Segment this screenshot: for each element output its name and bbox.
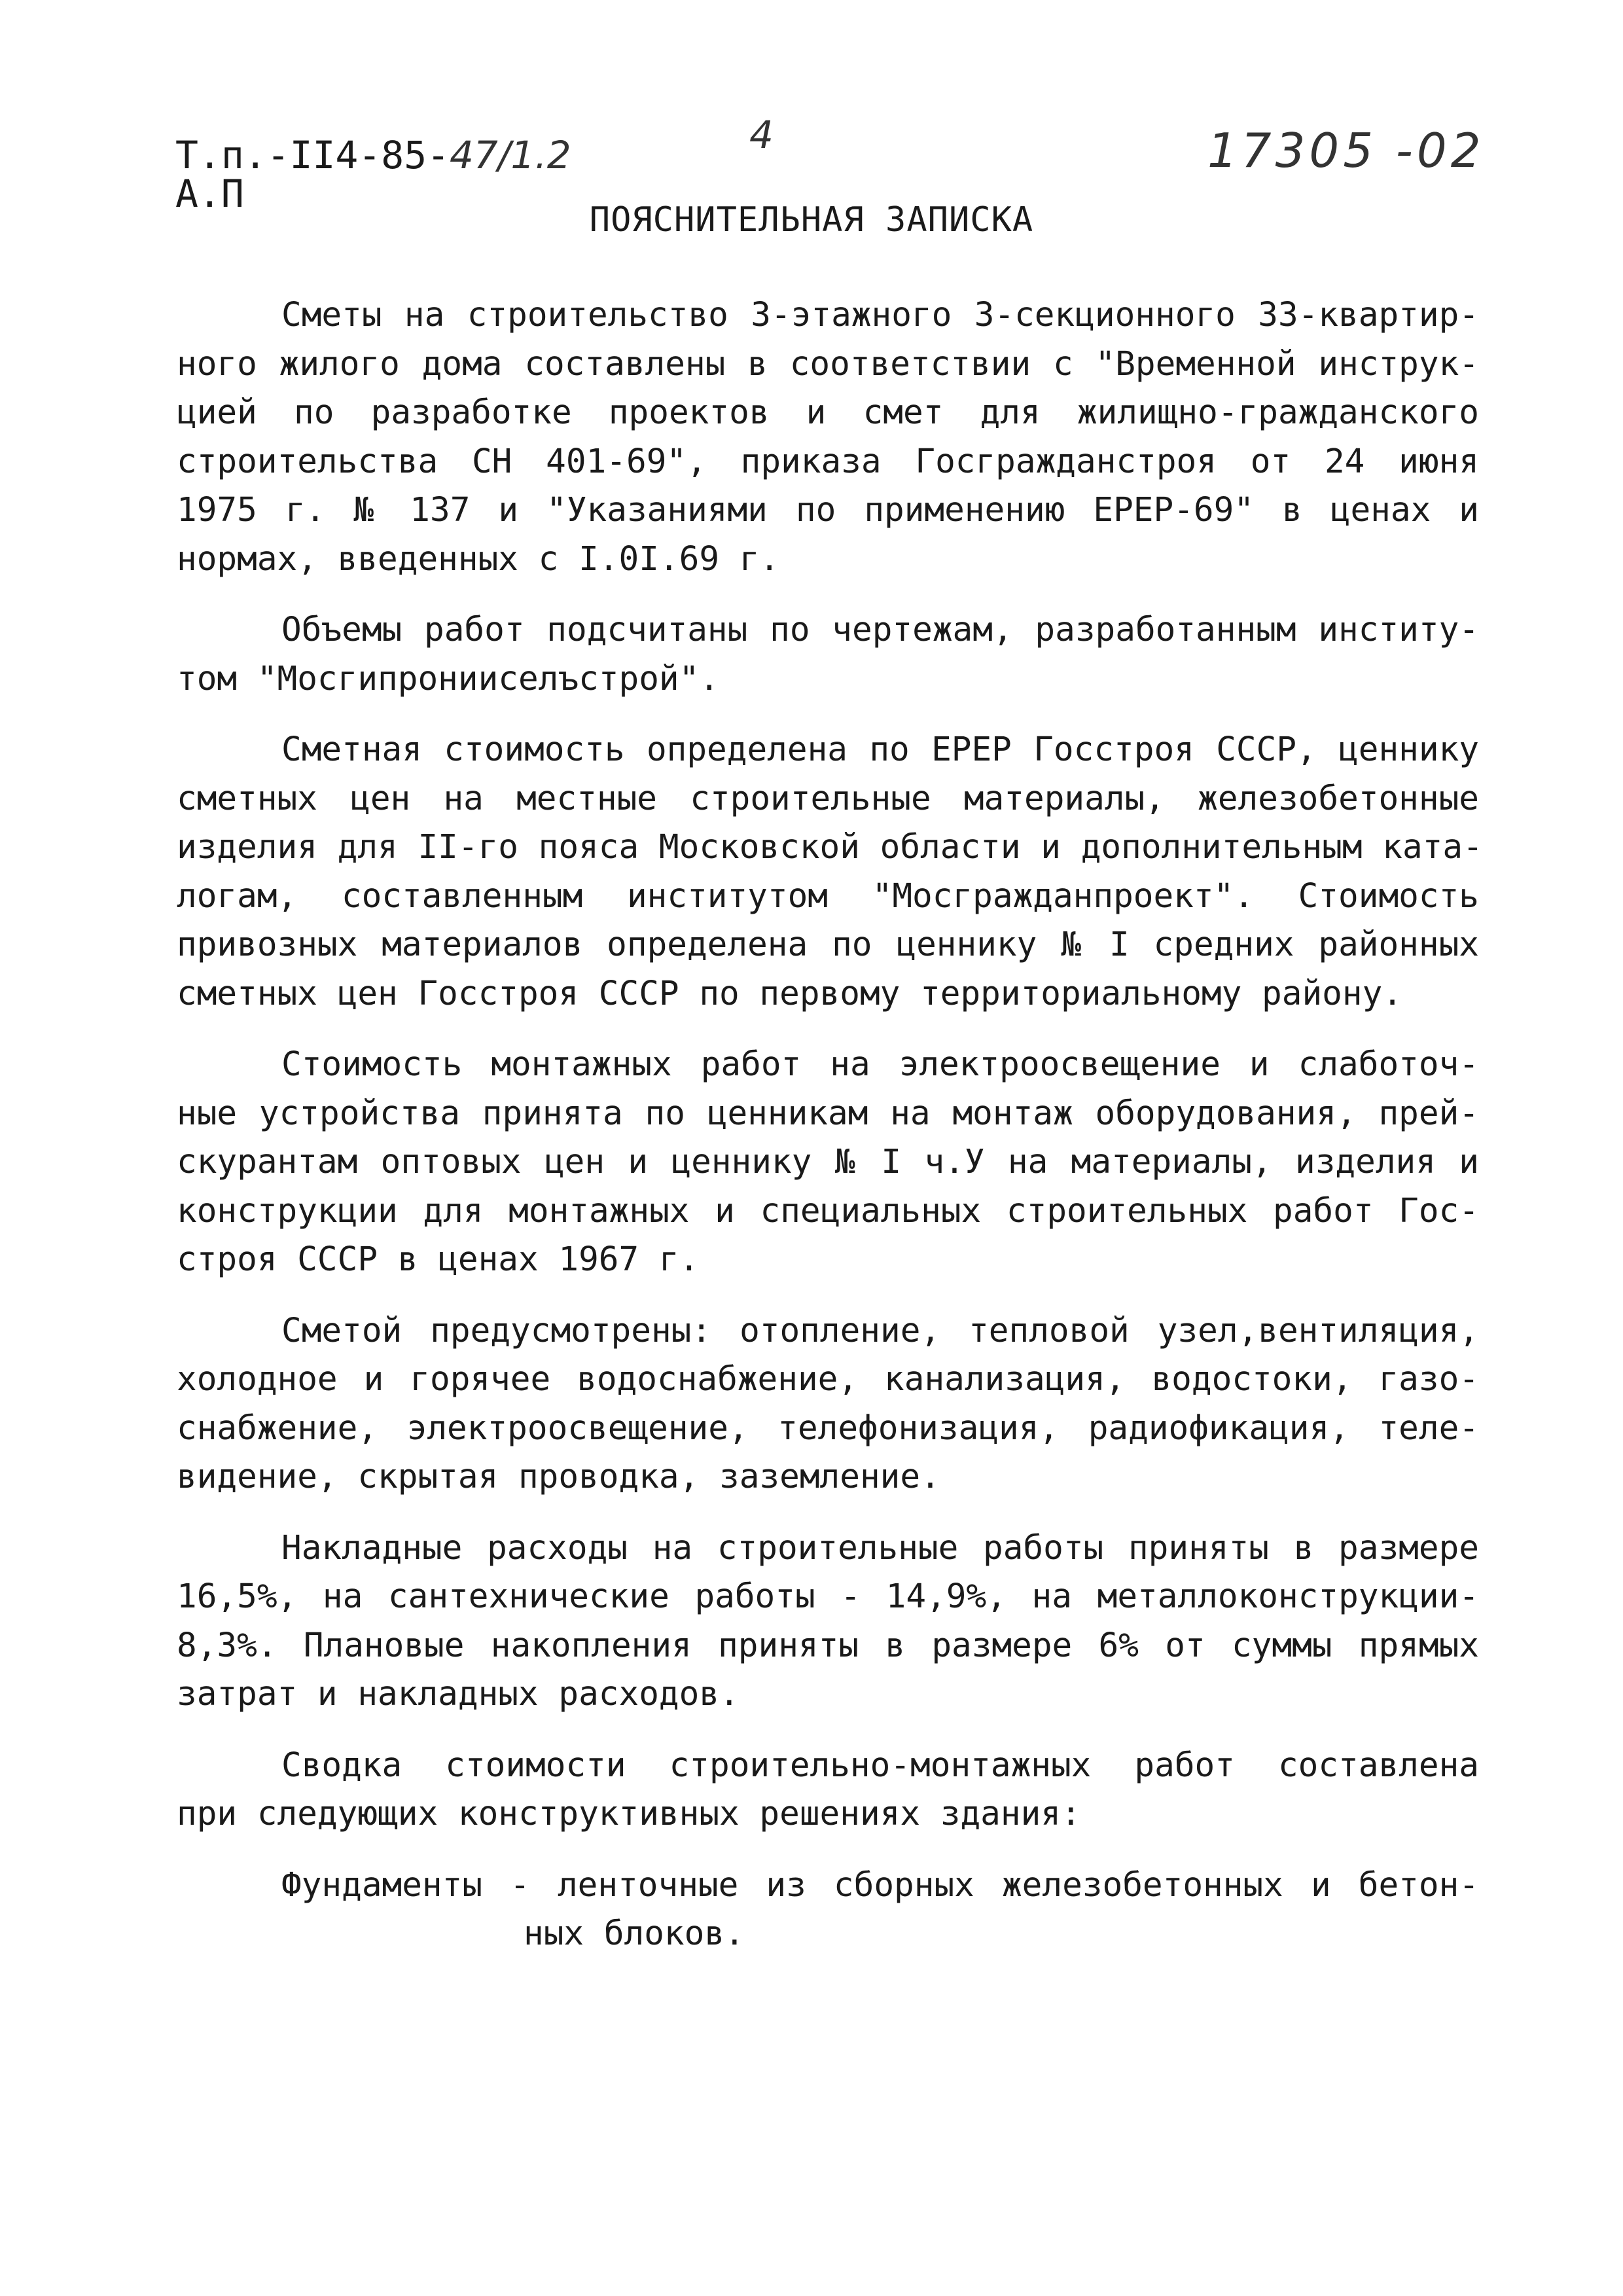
paragraph-installation xyxy=(177,1041,1479,1285)
paragraph-summary xyxy=(177,1742,1479,1839)
text-line: Сметой предусмотрены: отопление, тепловой узел,вентиляция, xyxy=(281,1311,1479,1350)
text-line: 8,3%. Плановые накопления приняты в размере 6% от суммы прямых xyxy=(177,1626,1479,1665)
text-line: Объемы работ подсчитаны по чертежам, разработанным институ- xyxy=(281,611,1479,649)
text-line: при следующих конструктивных решениях здания: xyxy=(177,1795,1081,1833)
paragraph-cost xyxy=(177,726,1483,1018)
paragraph-overheads xyxy=(177,1524,1479,1719)
text-line: Накладные расходы на строительные работы приняты в размере xyxy=(281,1528,1479,1568)
text-line: ного жилого дома составлены в соответствии с "Временной инструк- xyxy=(177,344,1479,384)
text-line: ные устройства принята по ценникам на монтаж оборудования, прей- xyxy=(177,1094,1479,1133)
text-line: Сводка стоимости строительно-монтажных работ составлена xyxy=(281,1746,1479,1785)
text-line: видение, скрытая проводка, заземление. xyxy=(177,1458,940,1496)
text-line: скурантам оптовых цен и ценнику № I ч.У на материалы, изделия и xyxy=(177,1143,1479,1181)
text-line: Сметы на строительство 3-этажного 3-секционного 33-квартир- xyxy=(281,296,1479,334)
paragraph-provisions xyxy=(177,1307,1479,1502)
text-line: Сметная стоимость определена по ЕРЕР Госстроя СССР, ценнику xyxy=(281,730,1479,769)
document-code-handwritten: 47/1.2 xyxy=(450,133,571,177)
text-line: том "Мосгипронииселъстрой". xyxy=(177,659,720,698)
page-number: 4 xyxy=(749,113,774,157)
text-line: строя СССР в ценах 1967 г. xyxy=(177,1240,700,1279)
text-line: Стоимость монтажных работ на электроосвещение и слаботоч- xyxy=(281,1045,1479,1084)
paragraph-foundations xyxy=(177,1861,1479,1959)
text-line: строительства СН 401-69", приказа Госгражданстроя от 24 июня xyxy=(177,442,1479,481)
text-line: снабжение, электроосвещение, телефонизация, радиофикация, теле- xyxy=(177,1408,1479,1448)
text-line: 1975 г. № 137 и "Указаниями по применению ЕРЕР-69" в ценах и xyxy=(177,491,1479,529)
text-line: холодное и горячее водоснабжение, канализация, водостоки, газо- xyxy=(177,1360,1479,1399)
paragraph-volumes xyxy=(177,606,1479,704)
text-line: изделия для II-го пояса Московской области и дополнительным ката- xyxy=(177,828,1483,867)
text-line: ных блоков. xyxy=(524,1914,745,1953)
document-number: 17305 -02 xyxy=(1207,123,1485,178)
text-line: затрат и накладных расходов. xyxy=(177,1675,740,1713)
text-line: сметных цен на местные строительные материалы, железобетонные xyxy=(177,779,1479,818)
text-line: цией по разработке проектов и смет для жилищно-гражданского xyxy=(177,393,1479,432)
document-code xyxy=(175,134,571,176)
body-text xyxy=(177,291,1483,1981)
document-code-sub: А.П xyxy=(175,171,244,216)
text-line: нормах, введенных с I.0I.69 г. xyxy=(177,539,780,579)
text-line: логам, составленным институтом "Мосгражданпроект". Стоимость xyxy=(177,876,1479,916)
text-line: 16,5%, на сантехнические работы - 14,9%, на металлоконструкции- xyxy=(177,1577,1479,1616)
text-line: привозных материалов определена по ценнику № I средних районных xyxy=(177,925,1479,964)
text-line: конструкции для монтажных и специальных строительных работ Гос- xyxy=(177,1191,1479,1230)
text-line: Фундаменты - ленточные из сборных железобетонных и бетон- xyxy=(281,1865,1479,1905)
text-line: сметных цен Госстроя СССР по первому территориальному району. xyxy=(177,974,1402,1013)
document-code-typed: Т.п.-II4-85- xyxy=(175,133,450,177)
paragraph-estimates xyxy=(177,291,1479,584)
page-title: ПОЯСНИТЕЛЬНАЯ ЗАПИСКА xyxy=(589,200,1034,240)
